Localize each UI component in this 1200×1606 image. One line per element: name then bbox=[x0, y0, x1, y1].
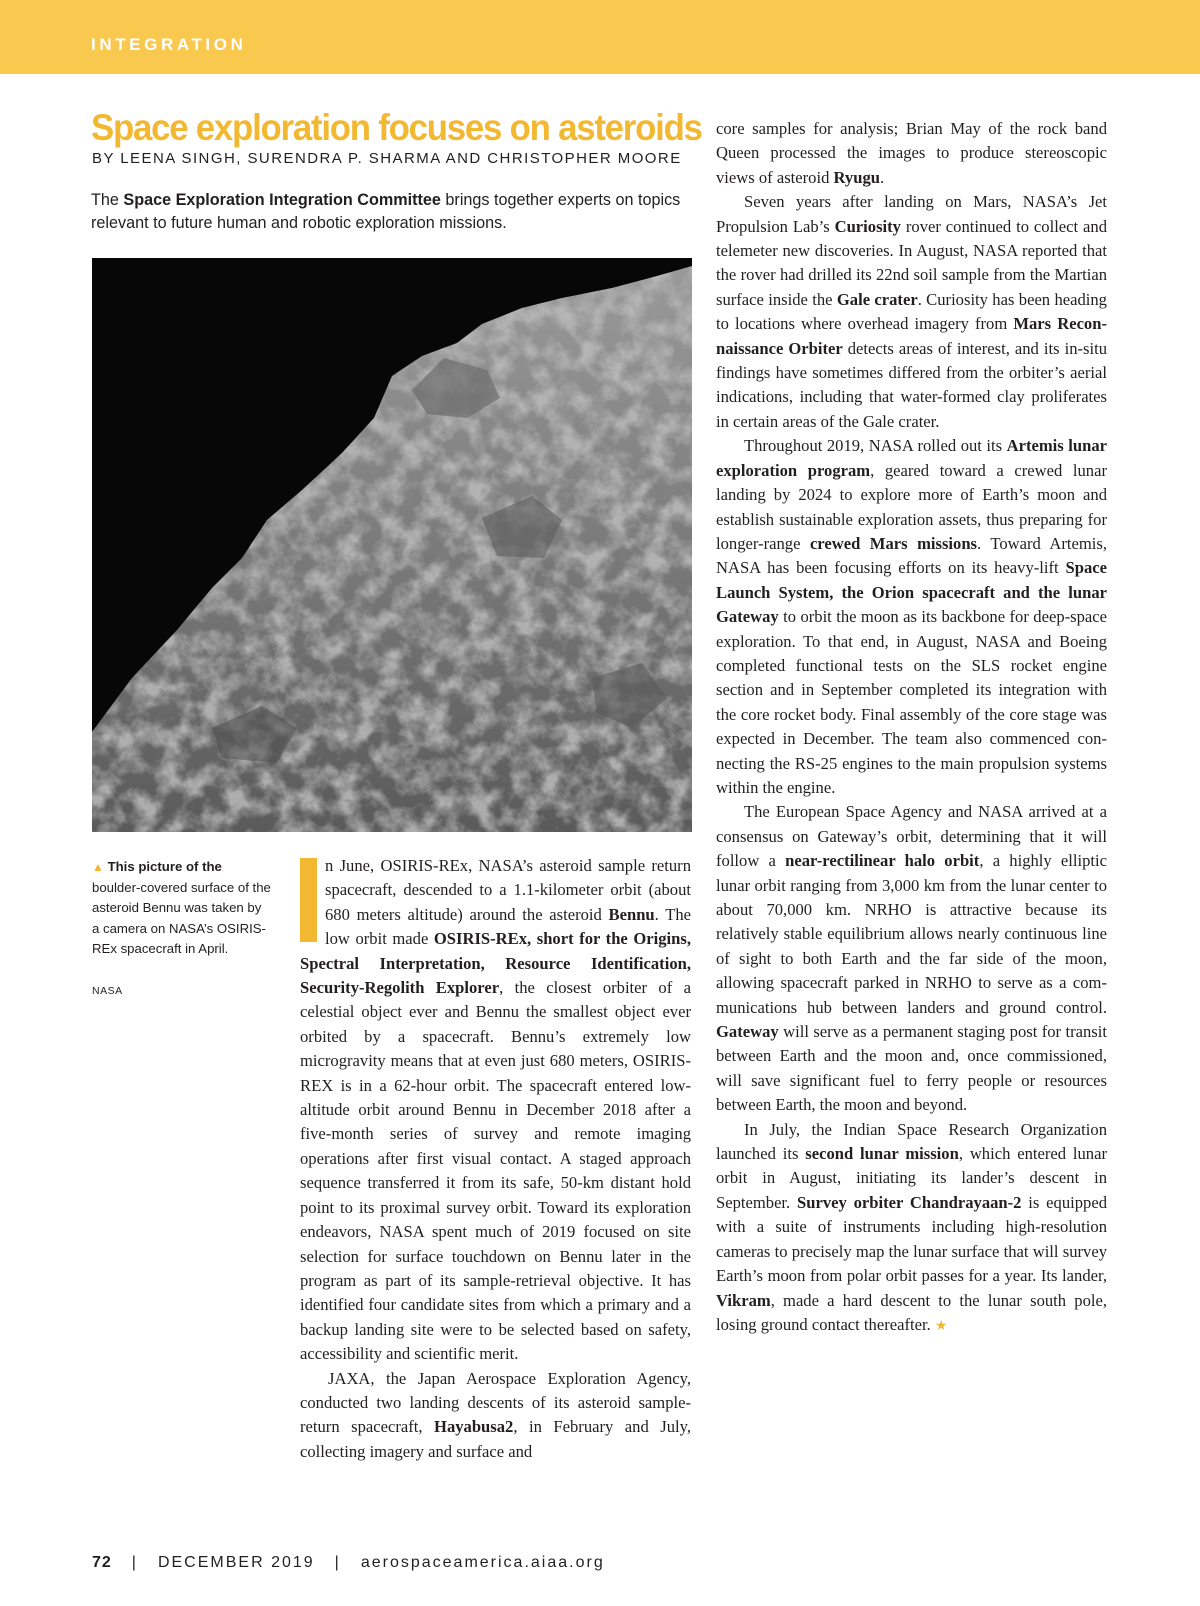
site-url[interactable]: aerospaceamerica.aiaa.org bbox=[360, 1554, 605, 1571]
page-number: 72 bbox=[92, 1554, 112, 1571]
article-dek: The Space Exploration Integration Committee brings together experts on topics relevant to future human and robotic exploration missions. bbox=[91, 191, 681, 232]
footer-divider: | bbox=[131, 1554, 138, 1571]
issue-date: DECEMBER 2019 bbox=[157, 1554, 315, 1571]
body-paragraph: The European Space Agency and NASA arrived at a consensus on Gateway’s orbit, determining that it will follow a near-rectilinear halo orbit, a highly elliptic lunar orbit ranging from 3,000 km from the lunar center to about 70,000 km. NRHO is attractive because its relatively stable equilibrium allows nearly continuous line of sight to both Earth and the far side of the moon, allowing spacecraft parked in NRHO to serve as a communications hub between landers and ground control. Gateway will serve as a permanent staging post for transit between Earth and the moon and, once commissioned, will save significant fuel to ferry people or resources between Earth, the moon and beyond. bbox=[716, 802, 1107, 1115]
article-title: Space exploration focuses on asteroids bbox=[91, 107, 702, 148]
end-star-icon: ★ bbox=[934, 1318, 948, 1334]
body-paragraph: Seven years after landing on Mars, NASA’s Jet Propulsion Lab’s Curiosity rover continued to collect and telemeter new discoveries. In August, NASA reported that the rover had drilled its 22nd soil sample from the Martian surface inside the Gale crater. Curiosity has been heading to locations where overhead imagery from Mars Reconnaissance Orbiter detects areas of interest, and its in-situ findings have sometimes differed from the orbiter’s aerial indications, including that water-formed clay proliferates in certain areas of the Gale crater. bbox=[716, 192, 1107, 431]
article-column-right bbox=[716, 117, 1107, 1339]
asteroid-photo bbox=[92, 258, 692, 832]
body-paragraph: core samples for analysis; Brian May of the rock band Queen processed the images to produce stereoscopic views of asteroid Ryugu. bbox=[716, 119, 1107, 187]
article-column-middle bbox=[300, 854, 691, 1464]
footer-divider: | bbox=[334, 1554, 341, 1571]
section-label: INTEGRATION bbox=[91, 35, 247, 54]
article-byline: BY LEENA SINGH, SURENDRA P. SHARMA AND CHRISTOPHER MOORE bbox=[92, 150, 682, 167]
drop-cap bbox=[300, 858, 317, 942]
triangle-up-icon: ▲ bbox=[92, 860, 104, 874]
body-paragraph: Throughout 2019, NASA rolled out its Artemis lunar exploration program, geared toward a crewed lunar landing by 2024 to explore more of Earth’s moon and establish sustainable exploration assets, thus preparing for longer-range crewed Mars missions. Toward Artemis, NASA has been focusing efforts on its heavy-lift Space Launch System, the Orion spacecraft and the lunar Gateway to orbit the moon as its backbone for deep-space exploration. To that end, in August, NASA and Boeing completed functional tests on the SLS rocket engine section and in September completed its integration with the core rocket body. Final assembly of the core stage was expected in December. The team also commenced connecting the RS-25 engines to the main propulsion systems within the engine. bbox=[716, 436, 1107, 797]
page-footer bbox=[92, 1554, 992, 1572]
body-paragraph: n June, OSIRIS-REx, NASA’s asteroid sample return spacecraft, descended to a 1.1-kilometer orbit (about 680 meters altitude) around the asteroid Bennu. The low orbit made OSIRIS-REx, short for the Origins, Spectral Interpretation, Resource Identification, Security-Regolith Explorer, the closest orbiter of a celestial object ever and Bennu the smallest object ever orbited by a spacecraft. Bennu’s extremely low microgravity means that at even just 680 meters, OSIRIS-REX is in a 62-hour orbit. The spacecraft entered low-altitude orbit around Bennu in December 2018 after a five-month series of survey and remote imaging operations after first visual contact. A staged approach sequence transferred it from its safe, 50-km distant hold point to its proximal survey orbit. Toward its exploration endeavors, NASA spent much of 2019 focused on site selection for surface touchdown on Bennu later in the program as part of its sample-retrieval objective. It has identified four candidate sites from which a primary and a backup landing site were to be selected based on safety, accessibility and scientific merit. bbox=[300, 856, 692, 1364]
photo-credit: NASA bbox=[92, 985, 123, 997]
body-paragraph: In July, the Indian Space Research Organization launched its second lunar mission, which entered lunar orbit in August, initiating its lander’s descent in September. Survey orbiter Chandrayaan-2 is equipped with a suite of instruments including high-resolution cameras to precisely map the lunar surface that will survey Earth’s moon from polar orbit passes for a year. Its lander, Vikram, made a hard descent to the lunar south pole, losing ground contact thereafter. ★ bbox=[716, 1119, 1107, 1334]
photo-caption: ▲ This picture of the boulder-covered surface of the asteroid Bennu was taken by a camera on NASA’s OSIRIS-REx spacecraft in April. bbox=[92, 859, 271, 957]
body-paragraph: JAXA, the Japan Aerospace Exploration Agency, conducted two landing descents of its asteroid sample-return spacecraft, Hayabusa2, in February and July, collecting imagery and surface and bbox=[300, 1368, 692, 1461]
